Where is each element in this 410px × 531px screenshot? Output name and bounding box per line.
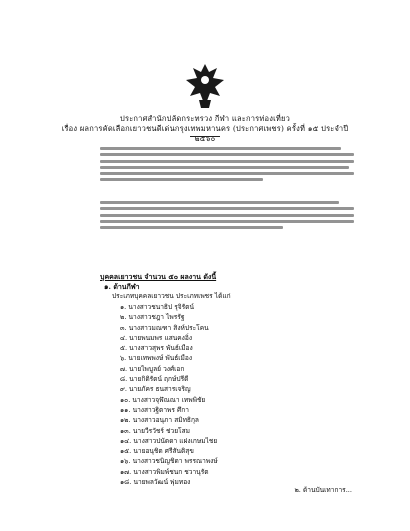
list-item: ๑๗. นางสาวพิมพ์ชนก ชวานุรัต [120,467,209,476]
list-item: ๑๑. นางสาวฐิตาพร ศึกา [120,405,189,414]
list-item: ๓. นางสาวมณฑา สิงห์ประโคน [120,323,209,332]
list-item: ๕. นางสาวสุพร พันธ์เมือง [120,344,193,353]
document-issuer: ประกาศสำนักปลัดกระทรวง กีฬา และการท่องเที่ยว [120,114,290,123]
list-item: ๑๕. นายอนุชิต ศรีสันติสุข [120,447,194,456]
header-divider [190,136,220,137]
list-item: ๘. นายกิติรัตน์ ฤกษ์ปรีดี [120,375,189,384]
list-item: ๑๓. นายวีรวัชร์ ช่วยโสม [120,426,190,435]
continuation-note: ๒. ด้านบันเทาการ... [294,486,352,494]
list-item: ๑๔. นางสาวปนัดดา แฝงเกษมไชย [120,436,218,445]
section-title: บุคคลเยาวชน จำนวน ๕๐ ผลงาน ดังนี้ [100,272,217,281]
subsection-sports: ๑. ด้านกีฬา [104,282,140,291]
list-item: ๑๘. นายพลวัฒน์ พุ่มทอง [120,478,191,487]
list-item: ๑๖. นางสาวชนิญชิดา พรรณาพงษ์ [120,457,218,466]
list-item: ๑๐. นางสาวจุฬัณณา เทพพิชัย [120,395,206,404]
body-paragraph-1 [100,144,354,184]
list-item: ๑. นางสาวชนาธิป รุจิรัตน์ [120,303,194,311]
awardee-list [120,302,218,487]
list-item: ๗. นายไพบูลย์ วงศ์เอก [120,364,185,373]
garuda-emblem [182,60,228,112]
list-intro: ประเภทบุคคลเยาวชน ประเภทเพชร ได้แก่ [112,292,231,300]
list-item: ๔. นายพนมพร แสนคงอิ่ง [120,333,193,342]
list-item: ๖. นายเทพพงษ์ พันธ์เมือง [120,354,193,363]
list-item: ๒. นางสาวชฎา ไพรรัฐ [120,313,185,322]
document-subject: เรื่อง ผลการคัดเลือกเยาวชนดีเด่นกรุงเทพมหานคร (ประกาศเพชร) ครั้งที่ ๑๕ ประจำปี ๒๕๖๐ [61,124,349,143]
list-item: ๙. นายภัคร ธนสารเจริญ [120,385,191,394]
list-item: ๑๒. นางสาวอนุภา สมิทธิกุล [120,416,199,425]
body-paragraph-2 [100,198,354,232]
